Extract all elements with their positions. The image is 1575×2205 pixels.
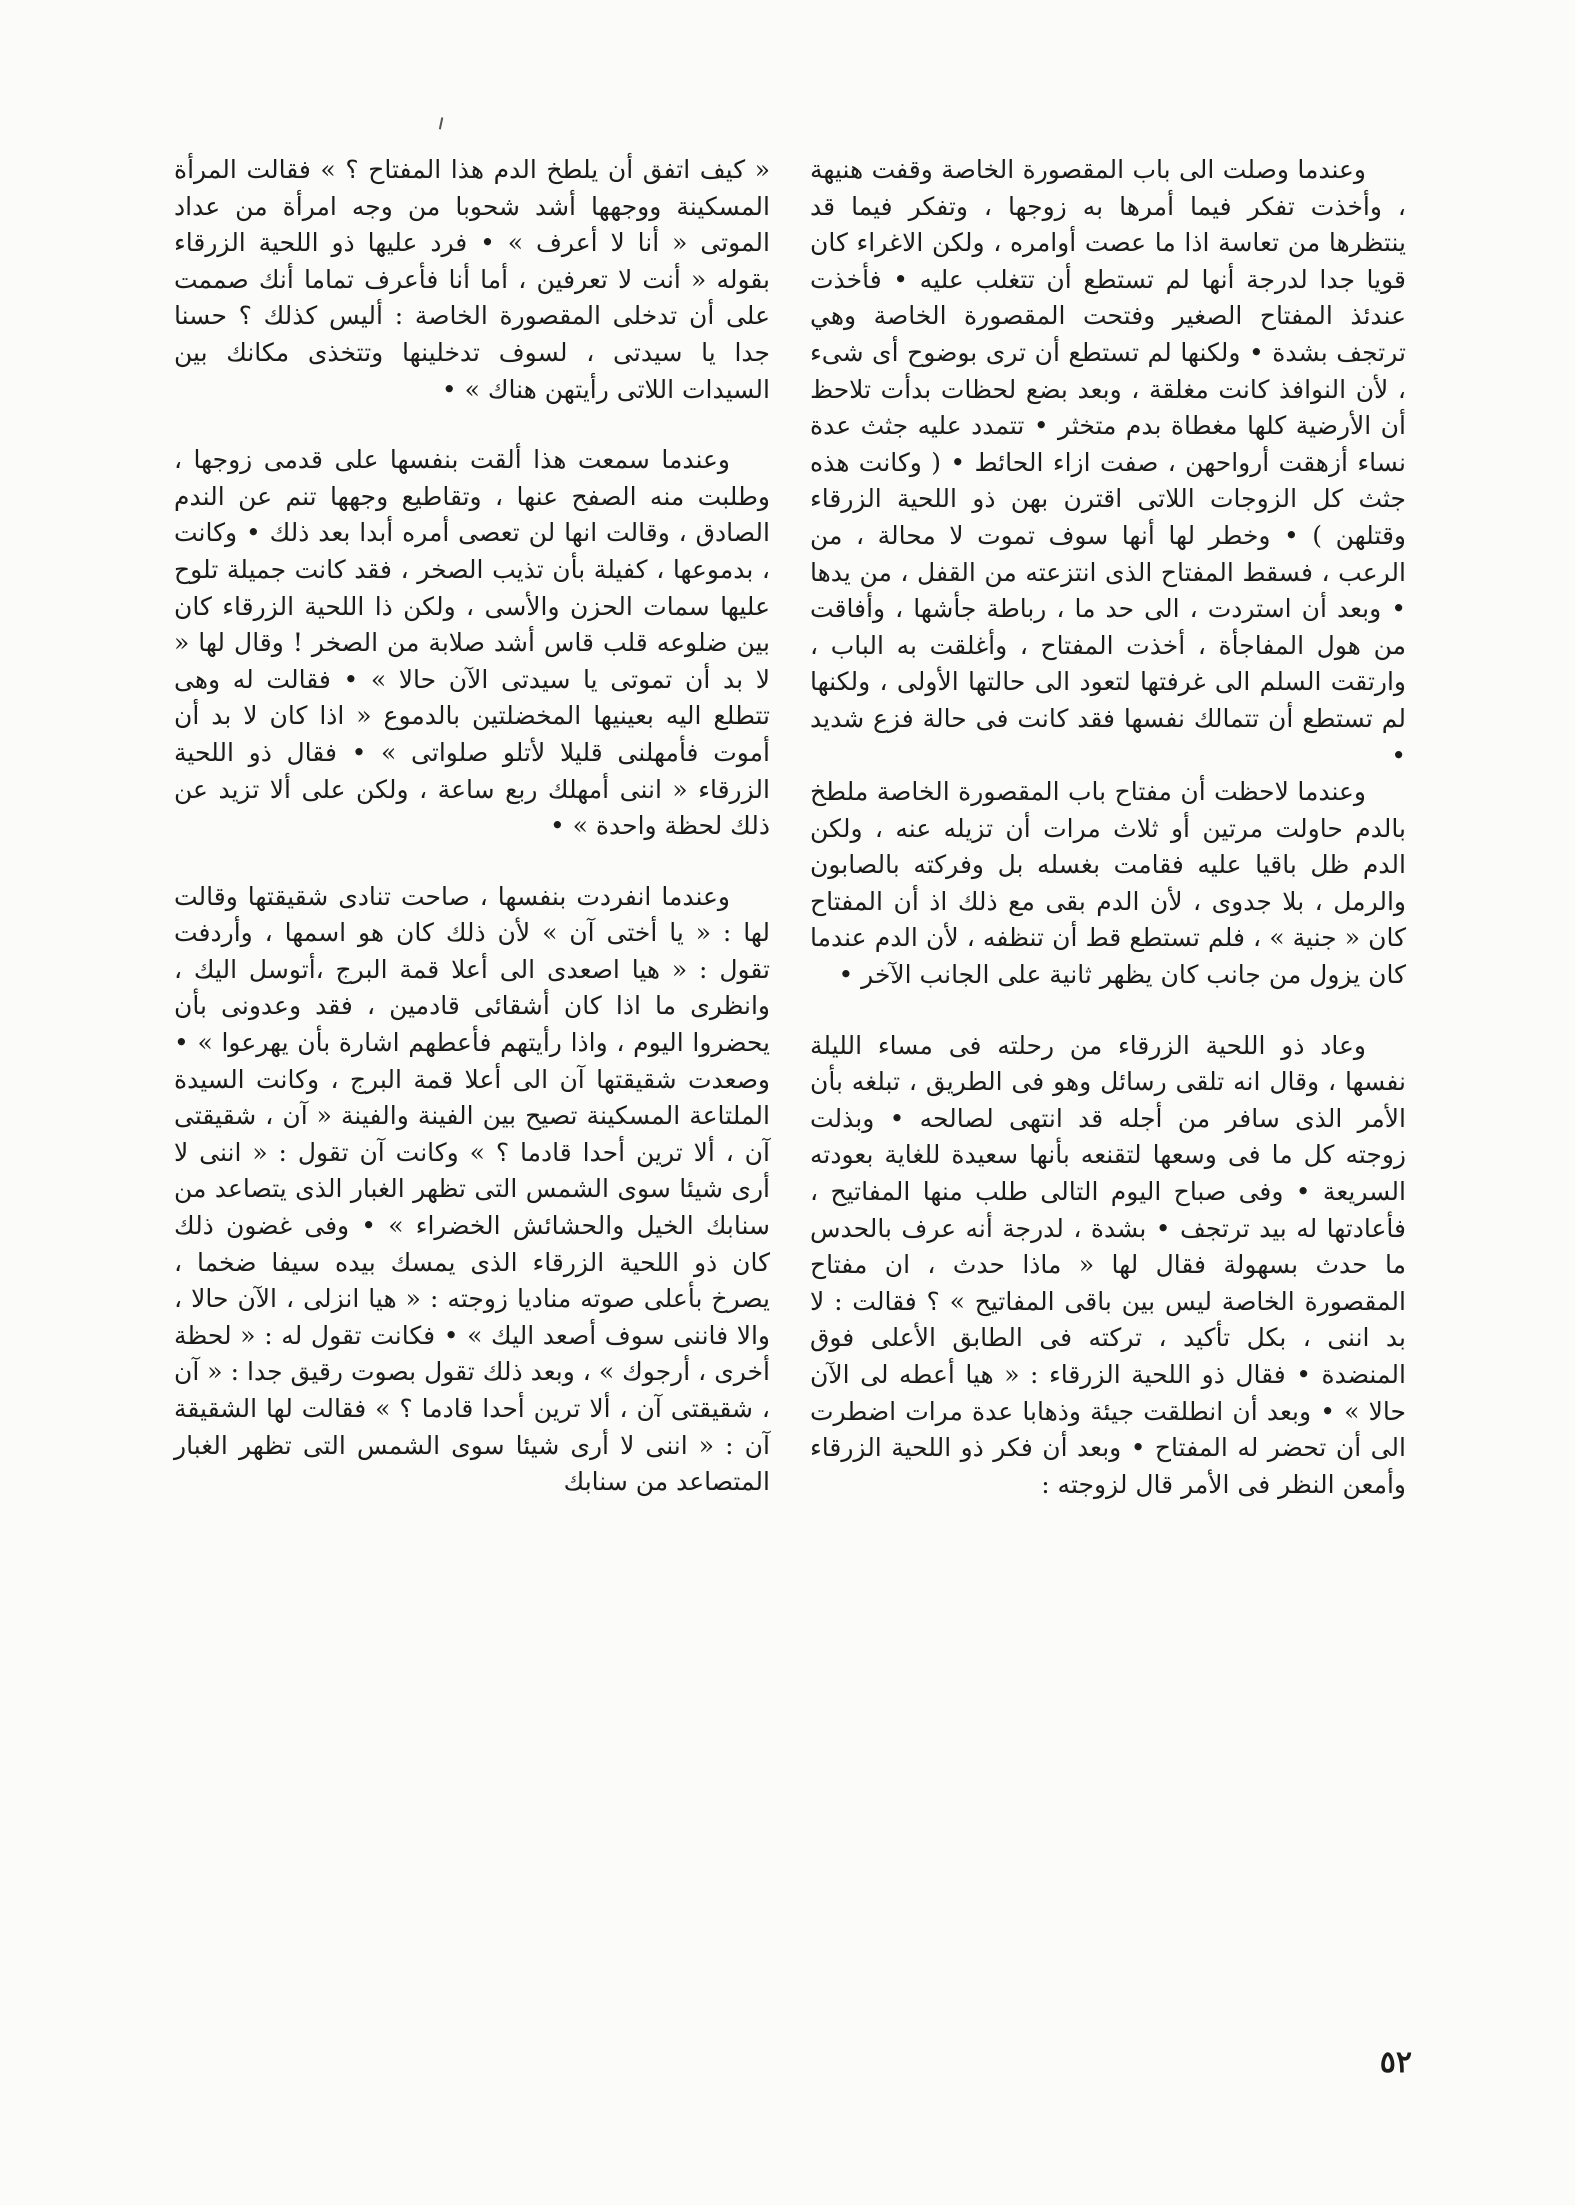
left-text-column [174, 152, 770, 1501]
page-number: ٥٢ [1379, 2045, 1412, 2080]
paragraph: وعندما وصلت الى باب المقصورة الخاصة وقفت هنيهة ، وأخذت تفكر فيما أمرها به زوجها ، وتفكر فيما قد ينتظرها من تعاسة اذا ما عصت أوامره ، ولكن الاغراء كان قويا جدا لدرجة أنها لم تستطع أن تتغلب عليه • فأخذت عندئذ المفتاح الصغير وفتحت المقصورة الخاصة وهي ترتجف بشدة • ولكنها لم تستطع أن ترى بوضوح أى شىء ، لأن النوافذ كانت مغلقة ، وبعد بضع لحظات بدأت تلاحظ أن الأرضية كلها مغطاة بدم متخثر • تتمدد عليه جثث عدة نساء أزهقت أرواحهن ، صفت ازاء الحائط • ( وكانت هذه جثث كل الزوجات اللاتى اقترن بهن ذو اللحية الزرقاء وقتلهن ) • وخطر لها أنها سوف تموت لا محالة ، من الرعب ، فسقط المفتاح الذى انتزعته من القفل ، من يدها • وبعد أن استردت ، الى حد ما ، رباطة جأشها ، وأفاقت من هول المفاجأة ، أخذت المفتاح ، وأغلقت به الباب ، وارتقت السلم الى غرفتها لتعود الى حالتها الأولى ، ولكنها لم تستطع أن تتمالك نفسها فقد كانت فى حالة فزع شديد • [810, 155, 1406, 770]
ink-mark [439, 117, 449, 130]
paragraph: وعاد ذو اللحية الزرقاء من رحلته فى مساء الليلة نفسها ، وقال انه تلقى رسائل وهو فى الطريق ، تبلغه بأن الأمر الذى سافر من أجله قد انتهى لصالحه • وبذلت زوجته كل ما فى وسعها لتقنعه بأنها سعيدة للغاية بعودته السريعة • وفى صباح اليوم التالى طلب منها المفاتيح ، فأعادتها له بيد ترتجف • بشدة ، لدرجة أنه عرف بالحدس ما حدث بسهولة فقال لها « ماذا حدث ، ان مفتاح المقصورة الخاصة ليس بين باقى المفاتيح » ؟ فقالت : لا بد اننى ، بكل تأكيد ، تركته فى الطابق الأعلى فوق المنضدة • فقال ذو اللحية الزرقاء : « هيا أعطه لى الآن حالا » • وبعد أن انطلقت جيئة وذهابا عدة مرات اضطرت الى أن تحضر له المفتاح • وبعد أن فكر ذو اللحية الزرقاء وأمعن النظر فى الأمر قال لزوجته : [810, 1030, 1406, 1499]
right-text-column [810, 152, 1406, 1503]
paragraph: وعندما انفردت بنفسها ، صاحت تنادى شقيقتها وقالت لها : « يا أختى آن » لأن ذلك كان هو اسمها ، وأردفت تقول : « هيا اصعدى الى أعلا قمة البرج ،أتوسل اليك ، وانظرى ما اذا كان أشقائى قادمين ، فقد وعدونى بأن يحضروا اليوم ، واذا رأيتهم فأعطهم اشارة بأن يهرعوا » • وصعدت شقيقتها آن الى أعلا قمة البرج ، وكانت السيدة الملتاعة المسكينة تصيح بين الفينة والفينة « آن ، شقيقتى آن ، ألا ترين أحدا قادما ؟ » وكانت آن تقول : « اننى لا أرى شيئا سوى الشمس التى تظهر الغبار الذى يتصاعد من سنابك الخيل والحشائش الخضراء » • وفى غضون ذلك كان ذو اللحية الزرقاء الذى يمسك بيده سيفا ضخما ، يصرخ بأعلى صوته مناديا زوجته : « هيا انزلى ، الآن حالا ، والا فاننى سوف أصعد اليك » • فكانت تقول له : « لحظة أخرى ، أرجوك » ، وبعد ذلك تقول بصوت رقيق جدا : « آن ، شقيقتى آن ، ألا ترين أحدا قادما ؟ » فقالت لها الشقيقة آن : « اننى لا أرى شيئا سوى الشمس التى تظهر الغبار المتصاعد من سنابك [174, 881, 770, 1497]
paragraph: وعندما سمعت هذا ألقت بنفسها على قدمى زوجها ، وطلبت منه الصفح عنها ، وتقاطيع وجهها تنم عن الندم الصادق ، وقالت انها لن تعصى أمره أبدا بعد ذلك • وكانت ، بدموعها ، كفيلة بأن تذيب الصخر ، فقد كانت جميلة تلوح عليها سمات الحزن والأسى ، ولكن ذا اللحية الزرقاء كان بين ضلوعه قلب قاس أشد صلابة من الصخر ! وقال لها « لا بد أن تموتى يا سيدتى الآن حالا » • فقالت له وهى تتطلع اليه بعينيها المخضلتين بالدموع « اذا كان لا بد أن أموت فأمهلنى قليلا لأتلو صلواتى » • فقال ذو اللحية الزرقاء « اننى أمهلك ربع ساعة ، ولكن على ألا تزيد عن ذلك لحظة واحدة » • [174, 445, 770, 841]
paragraph: وعندما لاحظت أن مفتاح باب المقصورة الخاصة ملطخ بالدم حاولت مرتين أو ثلاث مرات أن تزيله عنه ، ولكن الدم ظل باقيا عليه فقامت بغسله بل وفركته بالصابون والرمل ، بلا جدوى ، لأن الدم بقى مع ذلك اذ أن المفتاح كان « جنية » ، فلم تستطع قط أن تنظفه ، لأن الدم عندما كان يزول من جانب كان يظهر ثانية على الجانب الآخر • [810, 777, 1406, 990]
paragraph: « كيف اتفق أن يلطخ الدم هذا المفتاح ؟ » فقالت المرأة المسكينة ووجهها أشد شحوبا من وجه امرأة من عداد الموتى « أنا لا أعرف » • فرد عليها ذو اللحية الزرقاء بقوله « أنت لا تعرفين ، أما أنا فأعرف تماما أنك صممت على أن تدخلى المقصورة الخاصة : أليس كذلك ؟ حسنا جدا يا سيدتى ، لسوف تدخلينها وتتخذى مكانك بين السيدات اللاتى رأيتهن هناك » • [174, 155, 770, 404]
